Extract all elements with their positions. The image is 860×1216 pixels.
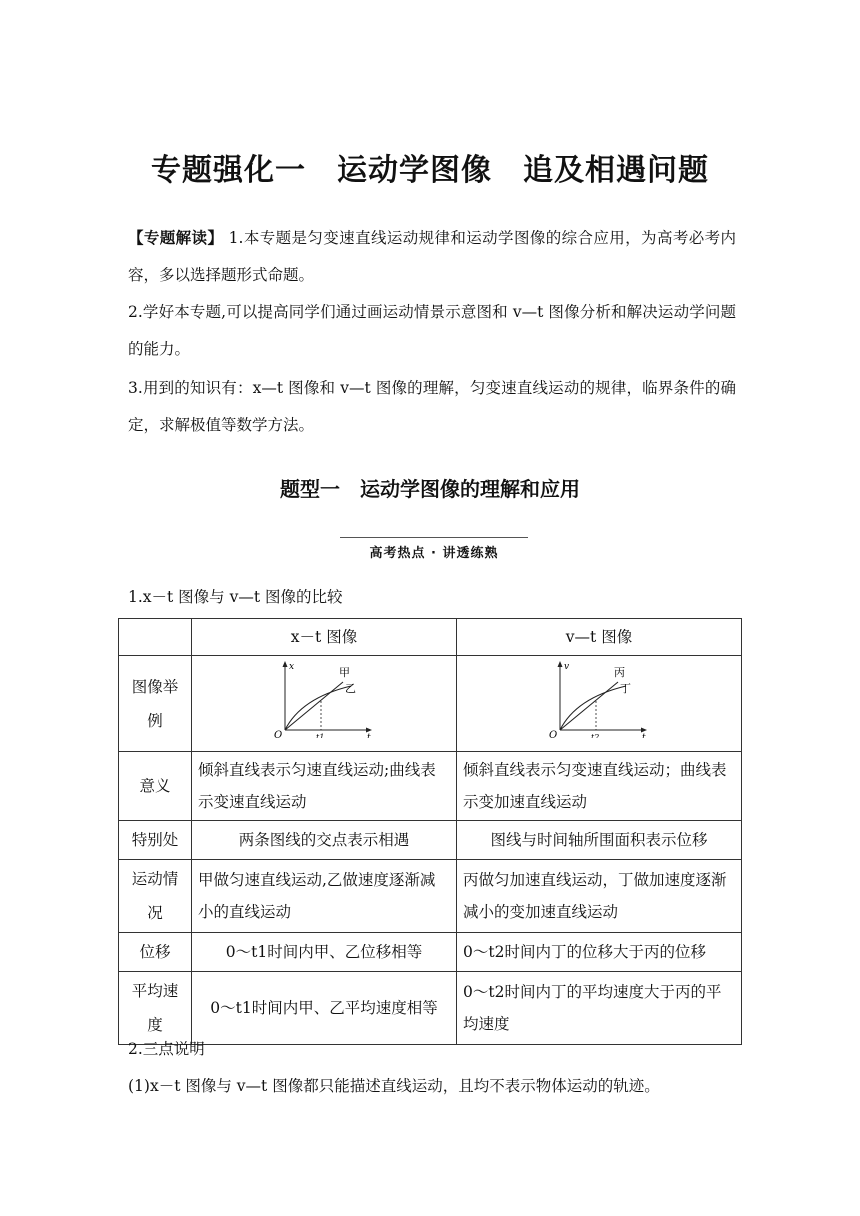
banner [340, 537, 528, 561]
row-label: 运动情况 [119, 860, 192, 933]
table-row [119, 972, 742, 1045]
xt-line-jia [285, 682, 343, 730]
vt-x-axis-label: t [642, 733, 646, 738]
xt-cell: 0～t1时间内甲、乙平均速度相等 [192, 972, 457, 1045]
table-row [119, 752, 742, 821]
xt-graph-cell [192, 656, 457, 752]
intro-paragraph-3: 3.用到的知识有：x—t 图像和 v—t 图像的理解，匀变速直线运动的规律，临界条件的确定，求解极值等数学方法。 [128, 379, 736, 434]
vt-origin-label: O [549, 730, 558, 738]
xt-curve-label-yi: 乙 [345, 682, 356, 695]
comparison-table [118, 618, 742, 1045]
intro-paragraph-2: 2.学好本专题,可以提高同学们通过画运动情景示意图和 v—t 图像分析和解决运动学问题的能力。 [128, 303, 736, 358]
xt-tick-label: t1 [316, 733, 325, 738]
xt-x-axis-label: t [367, 733, 371, 738]
vt-graph-cell [457, 656, 742, 752]
table-header-cell [119, 619, 192, 656]
vt-cell: 丙做匀加速直线运动，丁做加速度逐渐减小的变加速直线运动 [457, 860, 742, 933]
table-header-row [119, 619, 742, 656]
vt-cell: 倾斜直线表示匀变速直线运动；曲线表示变加速直线运动 [457, 752, 742, 821]
note-1: (1)x－t 图像与 v—t 图像都只能描述直线运动，且均不表示物体运动的轨迹。 [128, 1077, 660, 1095]
vt-y-axis-label: v [564, 662, 570, 672]
vt-curve-label-ding: 丁 [620, 682, 631, 695]
vt-y-arrow [558, 661, 563, 667]
xt-graph [269, 658, 379, 738]
vt-curve-ding [560, 686, 626, 730]
xt-curve-yi [285, 686, 351, 730]
xt-cell: 倾斜直线表示匀速直线运动;曲线表示变速直线运动 [192, 752, 457, 821]
intro-tag: 【专题解读】 [128, 229, 224, 247]
xt-cell: 0～t1时间内甲、乙位移相等 [192, 933, 457, 972]
xt-curve-label-jia: 甲 [339, 666, 350, 679]
intro-text-1: 1.本专题是匀变速直线运动规律和运动学图像的综合应用，为高考必考内容，多以选择题形式命题。 [128, 229, 736, 284]
row-label: 意义 [119, 752, 192, 821]
table-row [119, 860, 742, 933]
xt-cell: 甲做匀速直线运动,乙做速度逐渐减小的直线运动 [192, 860, 457, 933]
page-title: 专题强化一 运动学图像 追及相遇问题 [151, 153, 709, 188]
banner-line [340, 537, 528, 538]
banner-text: 高考热点 · 讲透练熟 [369, 546, 499, 561]
vt-graph [544, 658, 654, 738]
row-label: 特别处 [119, 821, 192, 860]
vt-tick-label: t2 [591, 733, 600, 738]
xt-y-arrow [283, 661, 288, 667]
comparison-label: 1.x－t 图像与 v—t 图像的比较 [128, 588, 343, 606]
vt-line-bing [560, 682, 618, 730]
table-header-cell: x－t 图像 [192, 619, 457, 656]
row-label: 图像举例 [119, 656, 192, 752]
section-title: 题型一 运动学图像的理解和应用 [280, 477, 580, 501]
row-label: 位移 [119, 933, 192, 972]
table-row [119, 656, 742, 752]
xt-origin-label: O [274, 730, 283, 738]
xt-cell: 两条图线的交点表示相遇 [192, 821, 457, 860]
table-row [119, 933, 742, 972]
notes-label: 2.三点说明 [128, 1040, 205, 1058]
vt-cell: 图线与时间轴所围面积表示位移 [457, 821, 742, 860]
table-header-cell: v—t 图像 [457, 619, 742, 656]
vt-curve-label-bing: 丙 [614, 666, 625, 679]
xt-y-axis-label: x [289, 662, 295, 672]
table-row [119, 821, 742, 860]
vt-x-arrow [641, 728, 647, 733]
xt-x-arrow [366, 728, 372, 733]
row-label: 平均速度 [119, 972, 192, 1045]
intro-paragraph-1 [128, 220, 736, 294]
vt-cell: 0～t2时间内丁的位移大于丙的位移 [457, 933, 742, 972]
vt-cell: 0～t2时间内丁的平均速度大于丙的平均速度 [457, 972, 742, 1045]
